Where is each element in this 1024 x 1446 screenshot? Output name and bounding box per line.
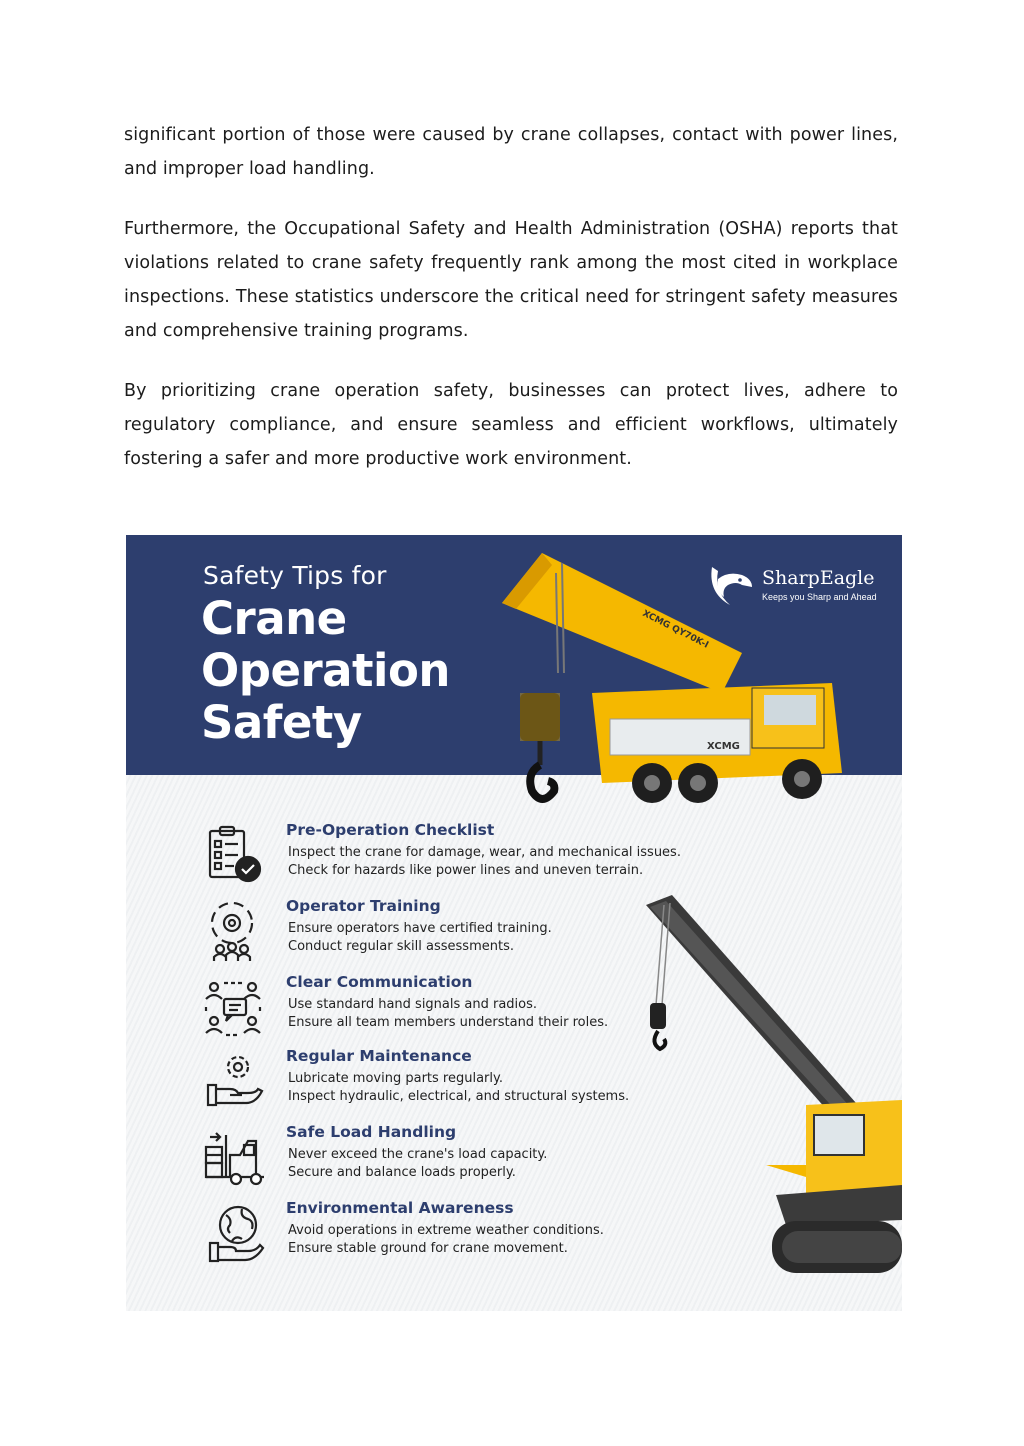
brand-name: SharpEagle — [762, 567, 875, 589]
tip-safe-load-handling — [196, 1123, 716, 1195]
operator-training-icon — [202, 901, 268, 963]
brand-tagline: Keeps you Sharp and Ahead — [762, 592, 877, 602]
tip-line: Check for hazards like power lines and uneven terrain. — [288, 863, 644, 878]
tip-clear-communication — [196, 973, 716, 1045]
globe-hand-icon — [202, 1203, 268, 1265]
tip-title: Operator Training — [286, 897, 441, 915]
paragraph-2: Furthermore, the Occupational Safety and Health Administration (OSHA) reports that violations related to crane safety frequently rank among the most cited in workplace inspections. These statistics underscore the critical need for stringent safety measures and comprehensive training programs. — [124, 219, 898, 341]
crane-boom-label: XCMG QY70K-I — [640, 608, 710, 651]
tip-line: Inspect hydraulic, electrical, and structural systems. — [288, 1089, 630, 1104]
brand-logo — [706, 559, 886, 609]
tip-regular-maintenance — [196, 1047, 716, 1119]
tip-line: Lubricate moving parts regularly. — [288, 1071, 503, 1086]
article-text — [124, 118, 898, 502]
paragraph-3: By prioritizing crane operation safety, businesses can protect lives, adhere to regulatory compliance, and ensure seamless and efficient workflows, ultimately fostering a safer and more productive work environment. — [124, 381, 898, 469]
tip-line: Never exceed the crane's load capacity. — [288, 1147, 548, 1162]
forklift-load-icon — [202, 1127, 268, 1189]
paragraph-1: significant portion of those were caused by crane collapses, contact with power lines, and improper load handling. — [124, 125, 898, 179]
infographic-subtitle: Safety Tips for — [203, 561, 387, 590]
tip-pre-operation-checklist — [196, 821, 716, 893]
tip-title: Safe Load Handling — [286, 1123, 457, 1141]
tip-line: Ensure all team members understand their roles. — [288, 1015, 609, 1030]
communication-icon — [202, 977, 268, 1039]
crane-safety-infographic — [126, 535, 902, 1311]
tip-title: Regular Maintenance — [286, 1047, 472, 1065]
tip-line: Secure and balance loads properly. — [288, 1165, 516, 1180]
tip-title: Clear Communication — [286, 973, 473, 991]
infographic-title-line-3: Safety — [201, 696, 362, 749]
infographic-title-line-2: Operation — [201, 644, 450, 697]
tip-line: Avoid operations in extreme weather conditions. — [288, 1223, 604, 1238]
crane-body-label: XCMG — [707, 741, 740, 752]
tip-title: Pre-Operation Checklist — [286, 821, 495, 839]
tip-operator-training — [196, 897, 716, 969]
checklist-icon — [202, 825, 268, 887]
tip-line: Use standard hand signals and radios. — [288, 997, 538, 1012]
tip-line: Inspect the crane for damage, wear, and mechanical issues. — [288, 845, 681, 860]
tip-environmental-awareness — [196, 1199, 716, 1271]
tip-title: Environmental Awareness — [286, 1199, 514, 1217]
tip-line: Ensure stable ground for crane movement. — [288, 1241, 568, 1256]
infographic-title-line-1: Crane — [201, 592, 347, 645]
maintenance-icon — [202, 1051, 268, 1113]
tip-line: Ensure operators have certified training. — [288, 921, 552, 936]
eagle-logo-icon — [706, 559, 758, 609]
tip-line: Conduct regular skill assessments. — [288, 939, 514, 954]
